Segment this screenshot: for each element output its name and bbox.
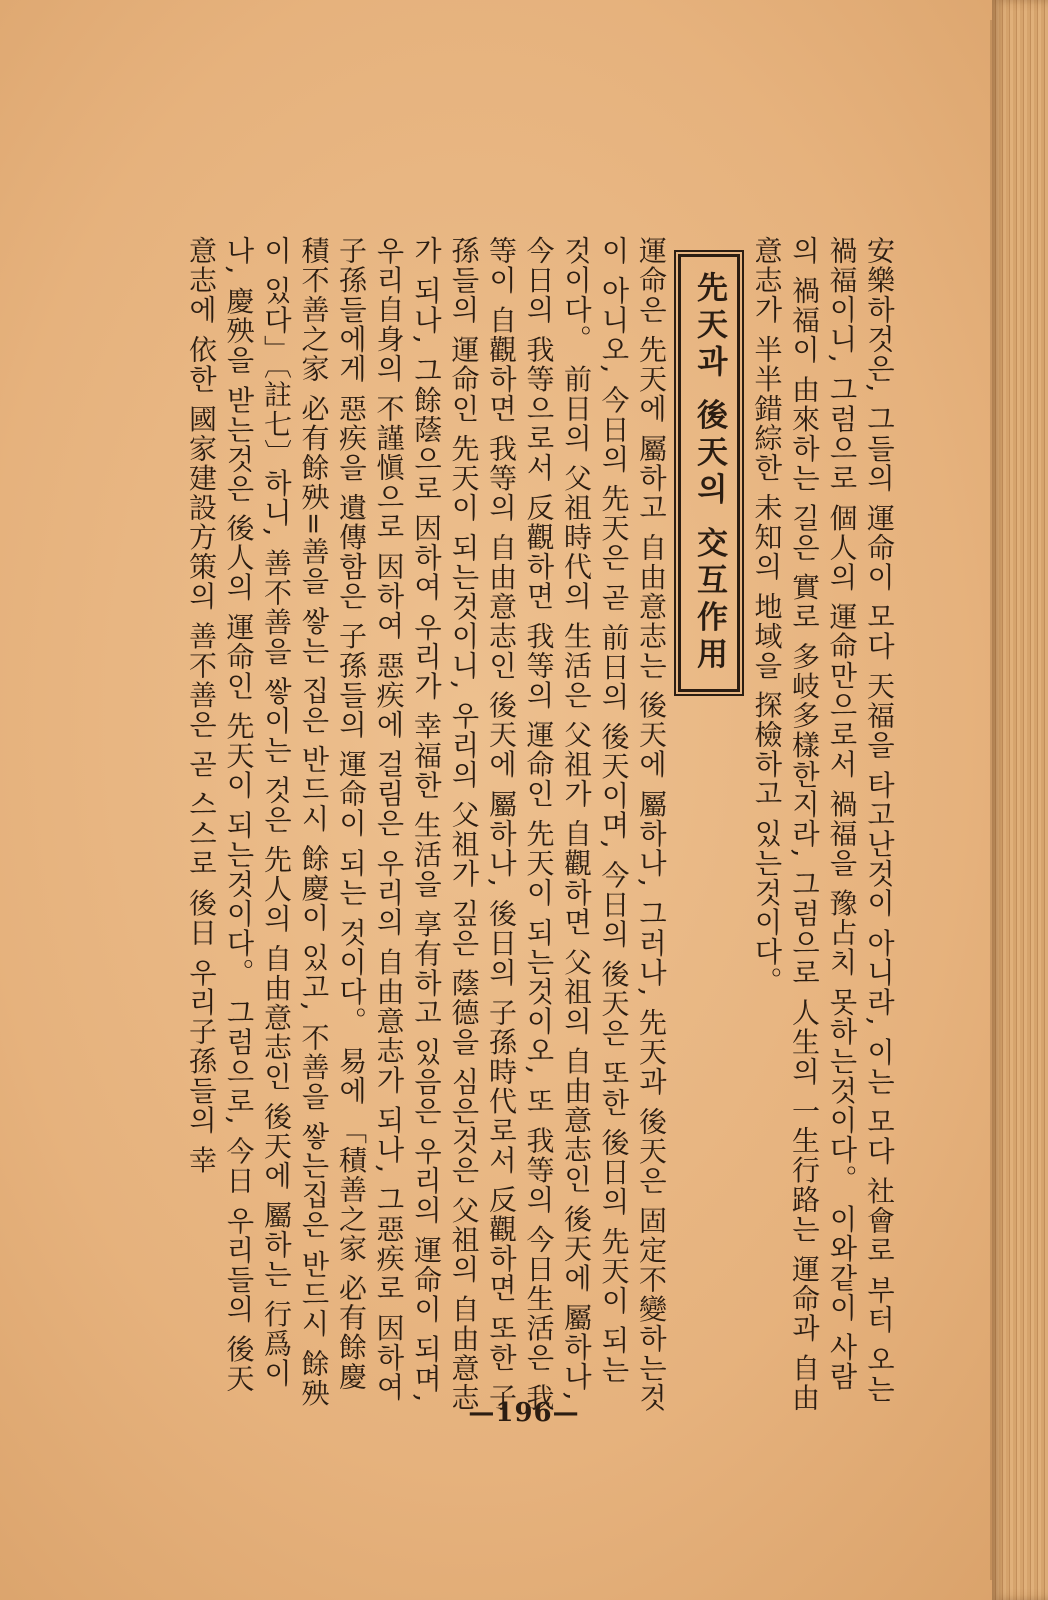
- page-edge-stack: [992, 0, 1048, 1600]
- page-number: —196—: [468, 1398, 580, 1428]
- section-heading: 先天과 後天의 交互作用: [678, 254, 740, 692]
- paragraph-2: 運命은 先天에 屬하고 自由意志는 後天에 屬하나, 그러나, 先天과 後天은 固定不變하는것이 아니오, 今日의 先天은 곧 前日의 後天이며, 今日의 後天은 또한 後日의 先天이 되는 것이다。 前日의 父祖時代의 生活은 父祖가 自觀하면 父祖의 自由意志인 後天에 屬하나, 今日의 我等으로서 反觀하면 我等의 運命인 先天이 되는것이오, 또 我等의 今日生活은 我等이 自觀하면 我等의 自由意志인 後天에 屬하나, 後日의 子孫時代로서 反觀하면 또한 子孫들의 運命인 先天이 되는것이니, 우리의 父祖가 깊은 蔭德을 심은것은 父祖의 自由意志가 되나, 그餘蔭으로 因하여 우리가 幸福한 生活을 享有하고 있음은 우리의 運命이 되며, 우리自身의 不謹愼으로 因하여 惡疾에 걸림은 우리의 自由意志가 되나, 그惡疾로 因하여 子孫들에게 惡疾을 遺傳함은 子孫들의 運命이 되는 것이다。 易에 「積善之家 必有餘慶 積不善之家 必有餘殃=善을 쌓는 집은 반드시 餘慶이 있고, 不善을 쌓는집은 반드시 餘殃이 있다」〔註七〕하니, 善不善을 쌓이는 것은 先人의 自由意志인 後天에 屬하는 行爲이나, 慶殃을 받는것은 後人의 運命인 先天이 되는것이다。 그럼으로, 今日 우리들의 後天意志에 依한 國家建設方策의 善不善은 곧 스스로 後日 우리子孫들의 幸: [185, 236, 668, 1413]
- vertical-body-text: [178, 236, 898, 1416]
- page-gutter: [990, 20, 992, 1580]
- paragraph-1: 安樂하것은, 그들의 運命이 모다 天福을 타고난것이 아니라, 이는 모다 社會로 부터 오는 禍福이니, 그럼으로 個人의 運命만으로서 禍福을 豫占치 못하는것이다。 이와같이 사람의 禍福이 由來하는 길은 實로 多岐多樣한지라, 그럼으로 人生의 一生行路는 運命과 自由意志가 半半錯綜한 未知의 地域을 探檢하고 있는것이다。: [750, 236, 896, 1413]
